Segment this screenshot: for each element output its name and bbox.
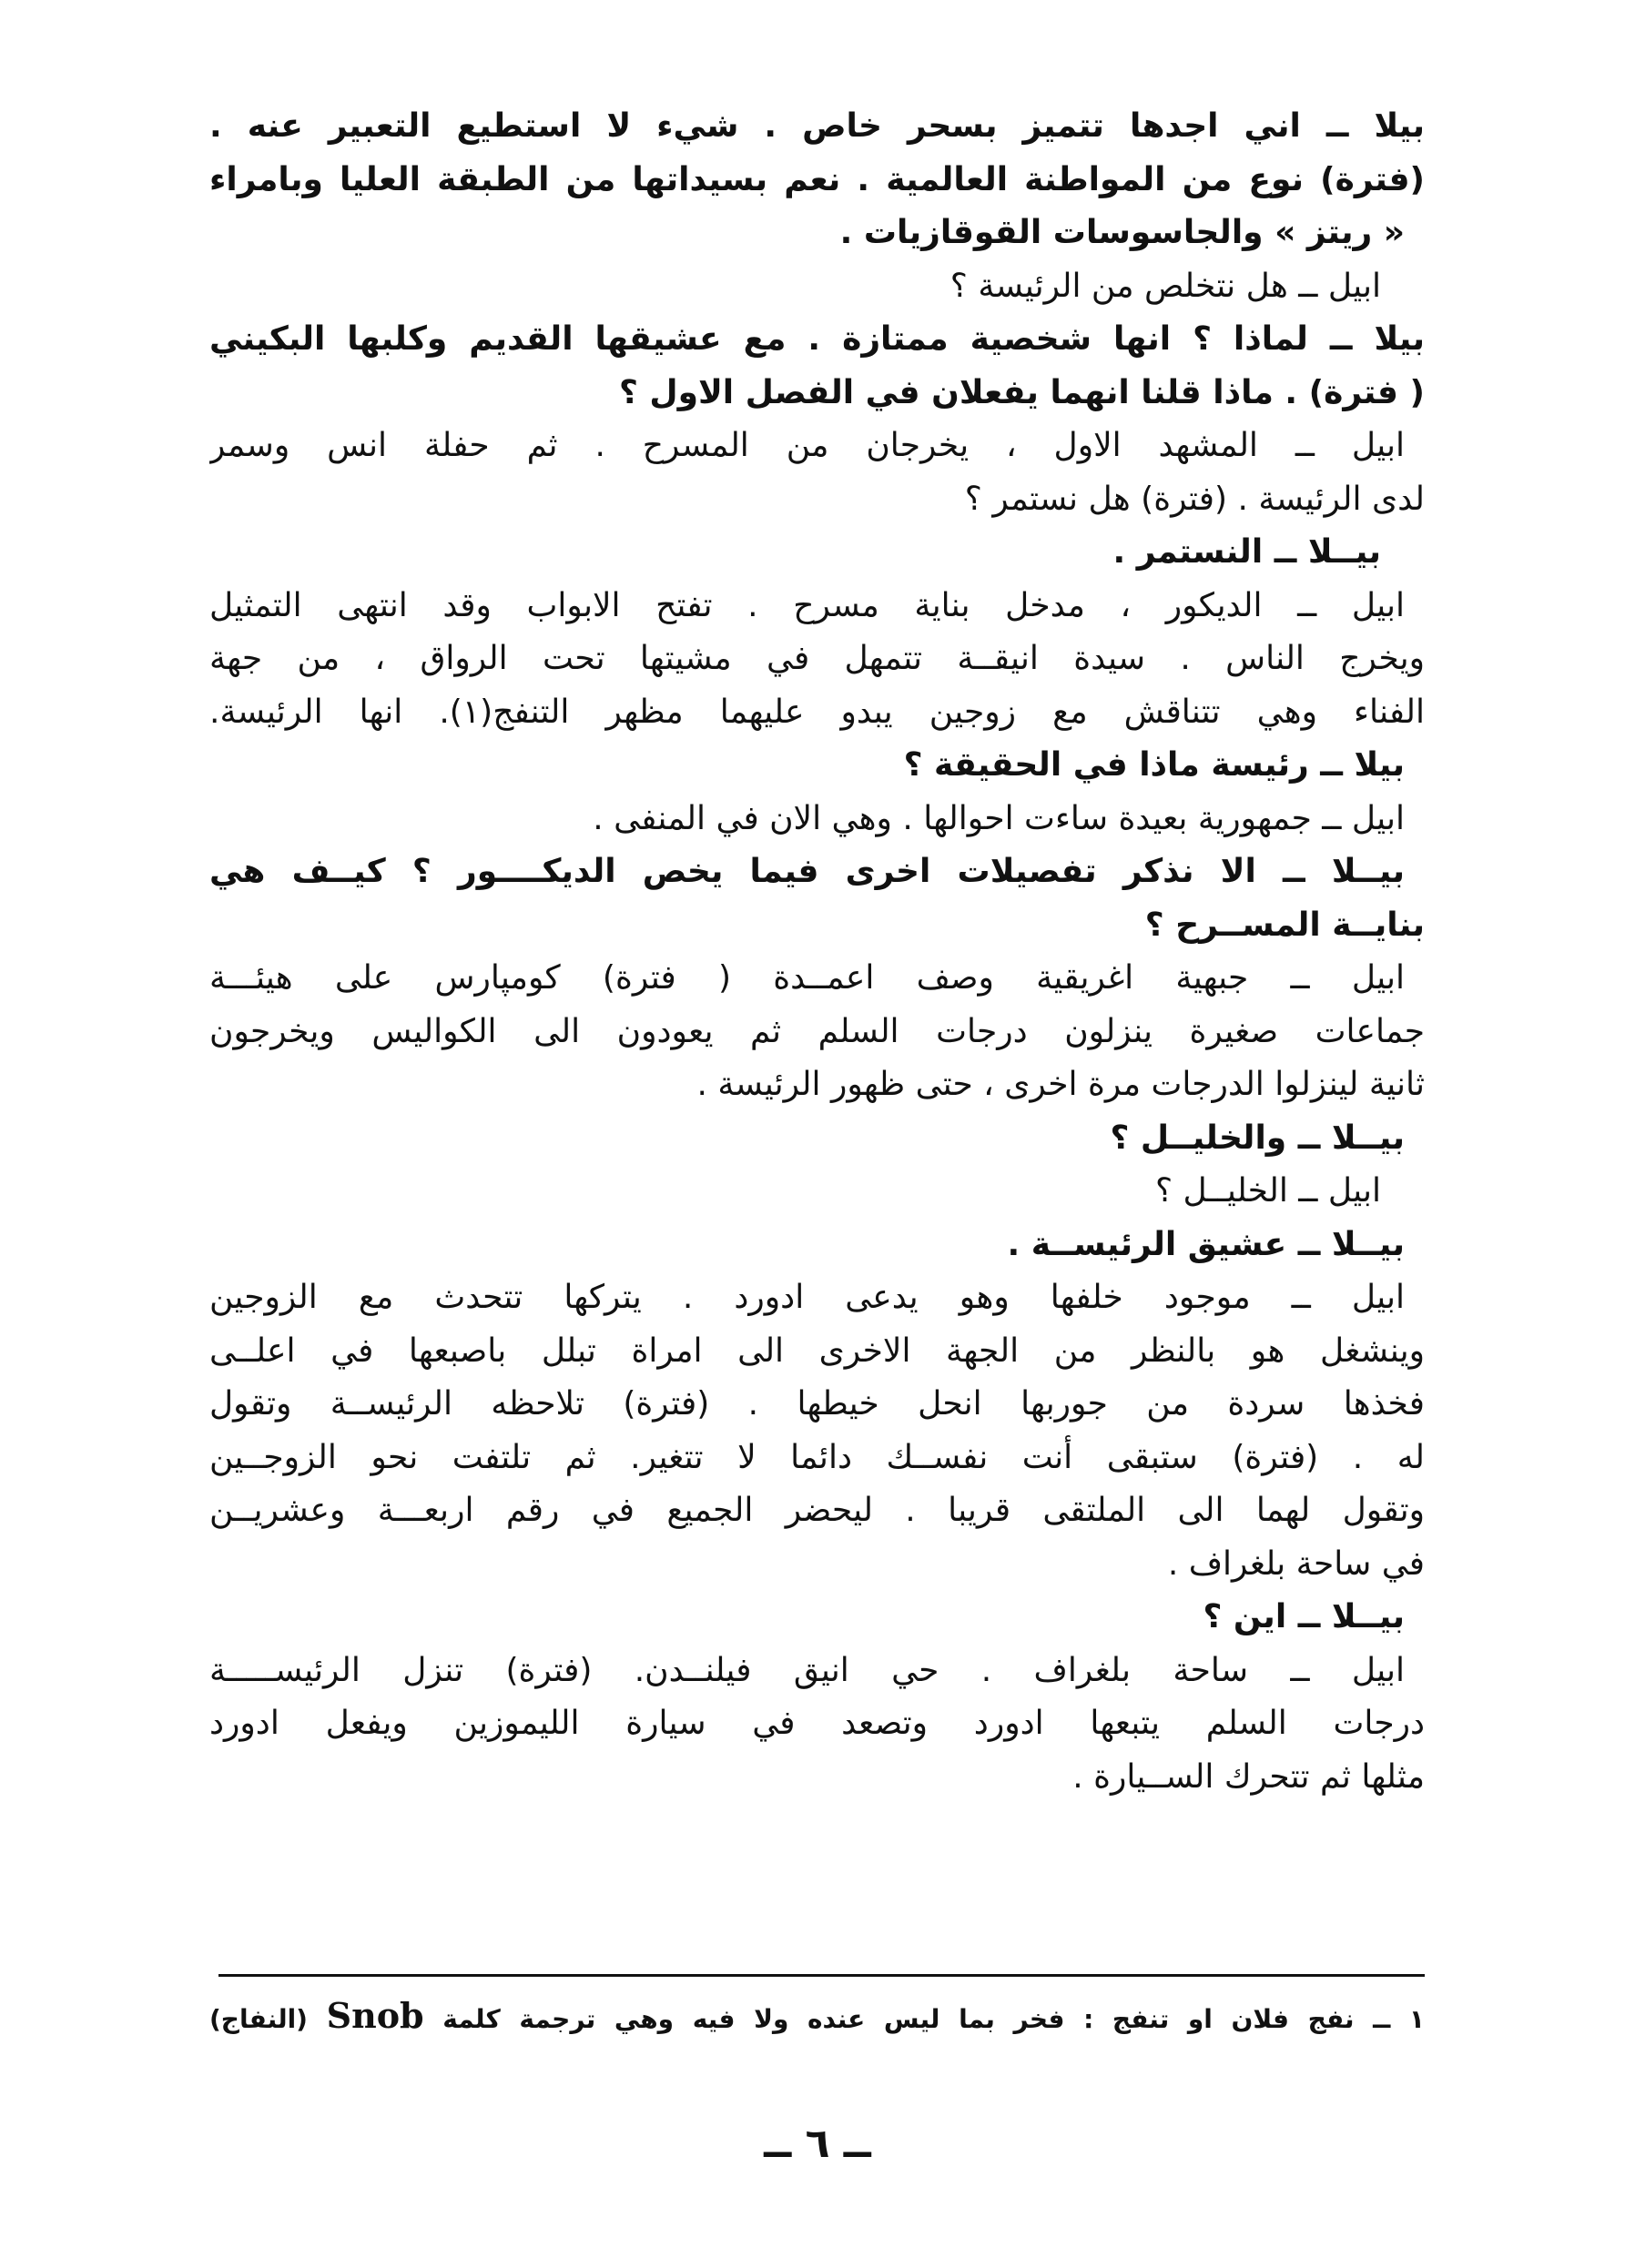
text-line: ابيل ــ جبهية اغريقية وصف اعمــدة ( فترة) كومپارس على هيئـــة — [209, 959, 1405, 997]
text-line: ابيل ــ المشهد الاول ، يخرجان من المسرح . ثم حفلة انس وسمر — [209, 427, 1405, 464]
text-line: بيلا ــ رئيسة ماذا في الحقيقة ؟ — [903, 746, 1405, 784]
text-line: ابيل ــ ساحة بلغراف . حي انيق فيلنــدن. (فترة) تنزل الرئيســـــة — [209, 1651, 1405, 1689]
text-line: له . (فترة) ستبقى أنت نفســك دائما لا تتغير. ثم تلتفت نحو الزوجــين — [209, 1438, 1425, 1476]
text-line: بيــلا ــ والخليــل ؟ — [1110, 1119, 1405, 1157]
text-line: وينشغل هو بالنظر من الجهة الاخرى الى امراة تبلل باصبعها في اعلــى — [209, 1331, 1425, 1370]
text-line: بيــلا ــ النستمر . — [1112, 533, 1381, 571]
document-body — [209, 100, 1425, 1804]
text-line: الفناء وهي تتناقش مع زوجين يبدو عليهما مظهر التنفج(١). انها الرئيسة. — [209, 693, 1425, 731]
text-line: بنايــة المســرح ؟ — [1144, 906, 1425, 944]
text-line: ابيل ــ هل نتخلص من الرئيسة ؟ — [950, 267, 1381, 305]
text-line: بيلا ــ اني اجدها تتميز بسحر خاص . شيء لا استطيع التعبير عنه . — [209, 107, 1425, 145]
text-line: لدى الرئيسة . (فترة) هل نستمر ؟ — [964, 480, 1425, 518]
text-line: في ساحة بلغراف . — [1167, 1544, 1425, 1583]
text-line: ابيل ــ موجود خلفها وهو يدعى ادورد . يتركها تتحدث مع الزوجين — [209, 1279, 1405, 1316]
text-line: (فترة) نوع من المواطنة العالمية . نعم بسيداتها من الطبقة العليا وبامراء — [209, 160, 1425, 198]
page-number: ــ ٦ ــ — [764, 2121, 871, 2167]
text-line: بيــلا ــ اين ؟ — [1203, 1598, 1405, 1635]
text-line: ابيل ــ الديكور ، مدخل بناية مسرح . تفتح الابواب وقد انتهى التمثيل — [209, 586, 1405, 624]
text-line: ابيل ــ جمهورية بعيدة ساءت احوالها . وهي الان في المنفى . — [593, 799, 1405, 837]
text-line: فخذها سردة من جوربها انحل خيطها . (فترة) تلاحظه الرئيســة وتقول — [209, 1385, 1425, 1423]
footnote-divider — [218, 1974, 1425, 1977]
footnote-latin-term: Snob — [326, 1995, 424, 2036]
footnote-term-translation: (النفاج) — [209, 2004, 308, 2034]
text-line: بيلا ــ لماذا ؟ انها شخصية ممتازة . مع عشيقها القديم وكلبها البكيني — [209, 320, 1425, 358]
footnote-text: ١ ــ نفج فلان او تنفج : فخر بما ليس عنده ولا فيه وهي ترجمة كلمة — [442, 2004, 1426, 2034]
text-line: « ريتز » والجاسوسات القوقازيات . — [839, 214, 1405, 251]
text-line: ابيل ــ الخليــل ؟ — [1154, 1172, 1381, 1210]
text-line: درجات السلم يتبعها ادورد وتصعد في سيارة الليموزين ويفعل ادورد — [209, 1705, 1425, 1742]
text-line: ويخرج الناس . سيدة انيقــة تتمهل في مشيتها تحت الرواق ، من جهة — [209, 640, 1425, 677]
text-line: مثلها ثم تتحرك الســيارة . — [1072, 1757, 1425, 1796]
footnote — [209, 1993, 1425, 2042]
text-line: ثانية لينزلوا الدرجات مرة اخرى ، حتى ظهور الرئيسة . — [696, 1066, 1425, 1103]
text-line: بيــلا ــ عشيق الرئيســة . — [1007, 1225, 1405, 1263]
text-line: بيــلا ــ الا نذكر تفصيلات اخرى فيما يخص الديكــــور ؟ كيــف هي — [209, 853, 1405, 890]
text-line: جماعات صغيرة ينزلون درجات السلم ثم يعودون الى الكواليس ويخرجون — [209, 1012, 1425, 1050]
text-line: وتقول لهما الى الملتقى قريبا . ليحضر الجميع في رقم اربعـــة وعشريــن — [209, 1492, 1425, 1529]
text-line: ( فترة) . ماذا قلنا انهما يفعلان في الفصل الاول ؟ — [618, 373, 1425, 411]
